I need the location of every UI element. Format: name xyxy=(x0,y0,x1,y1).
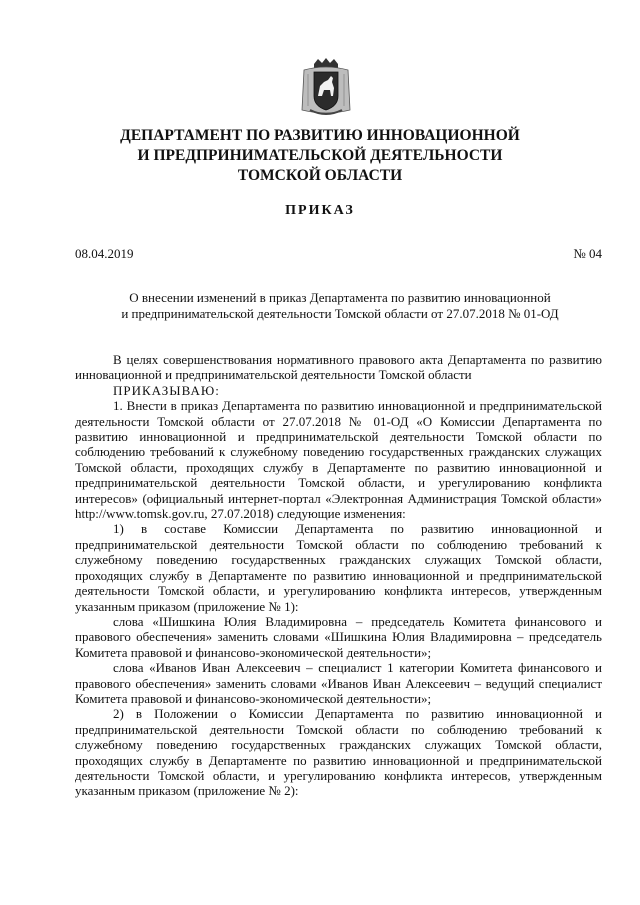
order-body xyxy=(75,352,602,799)
order-number: № 04 xyxy=(573,246,602,261)
subject-line-2: и предпринимательской деятельности Томской области от 27.07.2018 № 01-ОД xyxy=(121,306,559,321)
paragraph-2: 1) в составе Комиссии Департамента по развитию инновационной и предпринимательской деятельности Томской области по соблюдению требований к служебному поведению государственных гражданских служащих Томской области, проходящих службу в Департаменте по развитию инновационной и предпринимательской деятельности Томской области, и урегулированию конфликта интересов, утвержденным указанным приказом (приложение № 1): xyxy=(75,521,602,614)
subject-line-1: О внесении изменений в приказ Департамента по развитию инновационной xyxy=(129,290,551,305)
header-line-3: ТОМСКОЙ ОБЛАСТИ xyxy=(237,167,403,184)
header-line-1: ДЕПАРТАМЕНТ ПО РАЗВИТИЮ ИННОВАЦИОННОЙ xyxy=(120,127,520,144)
paragraph-5: 2) в Положении о Комиссии Департамента по развитию инновационной и предпринимательской деятельности Томской области по соблюдению требований к служебному поведению государственных гражданских служащих Томской области, проходящих службу в Департаменте по развитию инновационной и предпринимательской деятельности Томской области, и урегулированию конфликта интересов, утвержденным указанным приказом (приложение № 2): xyxy=(75,706,602,799)
order-date: 08.04.2019 xyxy=(75,246,134,261)
intro-paragraph: В целях совершенствования нормативного правового акта Департамента по развитию инновационной и предпринимательской деятельности Томской области xyxy=(75,352,602,383)
order-subject xyxy=(75,290,605,322)
header-line-2: И ПРЕДПРИНИМАТЕЛЬСКОЙ ДЕЯТЕЛЬНОСТИ xyxy=(137,147,503,164)
decree-word: ПРИКАЗЫВАЮ: xyxy=(113,382,220,398)
department-header xyxy=(0,126,640,186)
coat-of-arms-icon xyxy=(300,58,352,118)
paragraph-3: слова «Шишкина Юлия Владимировна – председатель Комитета финансового и правового обеспечения» заменить словами «Шишкина Юлия Владимировна – председатель Комитета правовой и финансово-экономической деятельности»; xyxy=(75,613,602,660)
order-title: ПРИКАЗ xyxy=(285,203,355,218)
paragraph-1: 1. Внести в приказ Департамента по развитию инновационной и предпринимательской деятельности Томской области от 27.07.2018 № 01-ОД «О Комиссии Департамента по развитию инновационной и предпринимательской деятельности Томской области по соблюдению требований к служебному поведению государственных гражданских служащих Томской области, проходящих службу в Департаменте по развитию инновационной и предпринимательской деятельности Томской области, и урегулированию конфликта интересов» (официальный интернет-портал «Электронная Администрация Томской области» http://www.tomsk.gov.ru, 27.07.2018) следующие изменения: xyxy=(75,398,602,522)
paragraph-4: слова «Иванов Иван Алексеевич – специалист 1 категории Комитета финансового и правового обеспечения» заменить словами «Иванов Иван Алексеевич – ведущий специалист Комитета правовой и финансово-экономической деятельности»; xyxy=(75,660,602,706)
